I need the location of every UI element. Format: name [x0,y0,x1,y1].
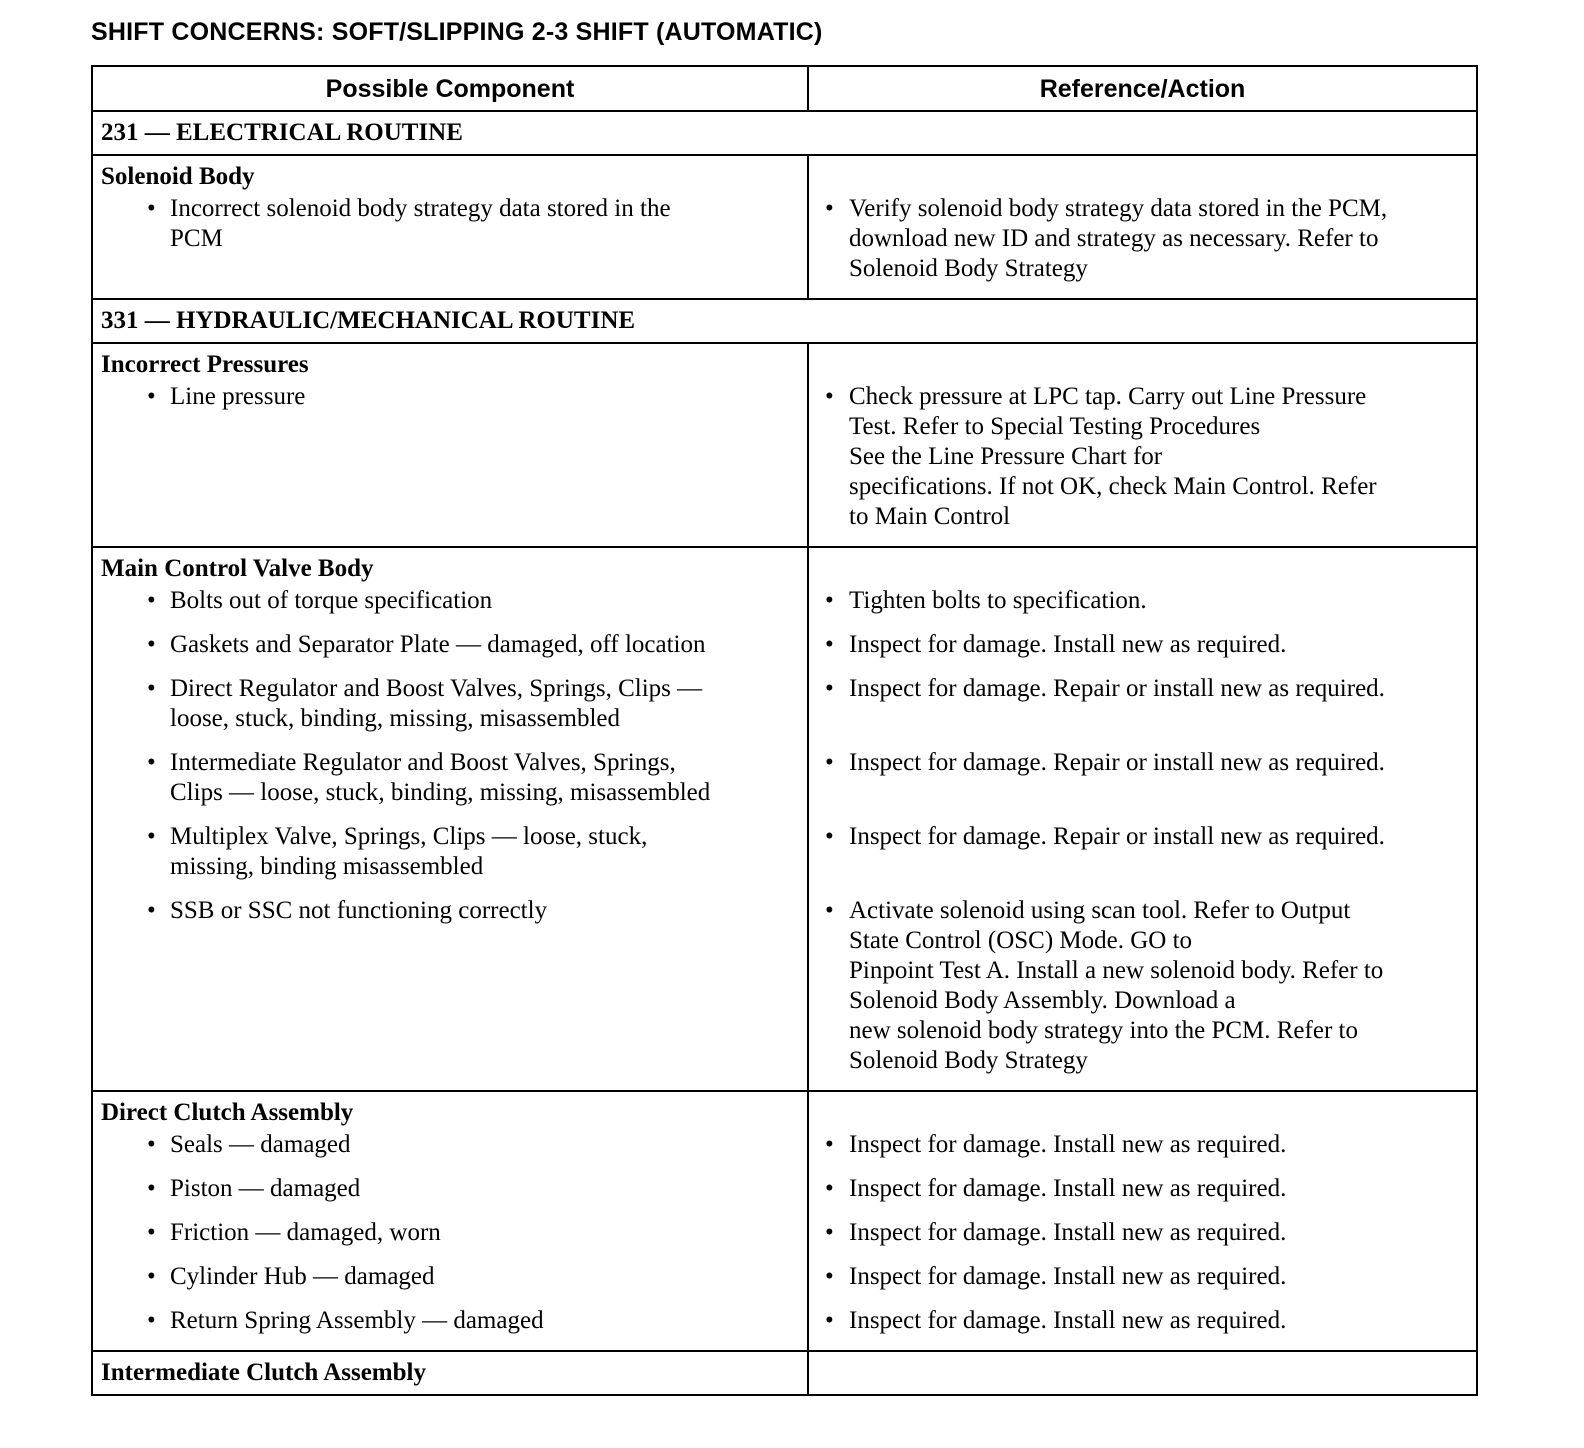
action-text [849,896,1470,1076]
bullet: • [825,675,834,702]
list-item [809,382,1476,532]
text-line: Intermediate Regulator and Boost Valves, Springs, [170,749,676,776]
bullet: • [147,195,156,222]
list-item [93,674,807,734]
text-line: to Main Control [849,503,1011,530]
text-line: Inspect for damage. Install new as required. [849,1131,1287,1158]
text-line: download new ID and strategy as necessary. Refer to [849,225,1379,252]
bullet: • [825,823,834,850]
text-line: Piston — damaged [170,1175,361,1202]
group-title: Intermediate Clutch Assembly [101,1359,426,1386]
page-title: SHIFT CONCERNS: SOFT/SLIPPING 2-3 SHIFT (AUTOMATIC) [91,18,823,46]
bullet: • [147,1307,156,1334]
group-row [92,1351,1477,1395]
text-line: missing, binding misassembled [170,853,484,880]
component-text [170,674,801,734]
bullet: • [147,823,156,850]
bullet: • [147,631,156,658]
list-item [93,748,807,808]
table-header-row [92,66,1477,111]
text-line: Incorrect solenoid body strategy data stored in the [170,195,671,222]
text-line: Inspect for damage. Install new as required. [849,631,1287,658]
list-item [93,1262,807,1292]
bullet: • [147,1131,156,1158]
list-item [809,1130,1476,1160]
action-text [849,1306,1470,1336]
text-line: Clips — loose, stuck, binding, missing, misassembled [170,779,711,806]
section-title: 331 — HYDRAULIC/MECHANICAL ROUTINE [92,299,1477,343]
action-cell [808,1351,1477,1395]
group-title: Direct Clutch Assembly [101,1099,354,1126]
component-text [170,586,801,616]
bullet: • [825,587,834,614]
action-text [849,748,1470,778]
list-item [93,194,807,284]
group-row [92,1091,1477,1351]
action-cell [808,343,1477,547]
section-row [92,111,1477,155]
bullet: • [825,1263,834,1290]
component-text [170,1306,801,1336]
component-text [170,896,801,926]
text-line: Test. Refer to Special Testing Procedures [849,413,1261,440]
text-line: Inspect for damage. Repair or install new as required. [849,749,1385,776]
text-line: Verify solenoid body strategy data stored in the PCM, [849,195,1388,222]
action-text [849,1218,1470,1248]
list-item [809,674,1476,734]
bullet: • [825,1219,834,1246]
action-cell [808,1091,1477,1351]
list-item [93,1130,807,1160]
text-line: State Control (OSC) Mode. GO to [849,927,1193,954]
text-line: Gaskets and Separator Plate — damaged, off location [170,631,706,658]
list-item [809,1174,1476,1204]
text-line: Return Spring Assembly — damaged [170,1307,544,1334]
list-item [809,1262,1476,1292]
text-line: Cylinder Hub — damaged [170,1263,435,1290]
list-item [809,1306,1476,1336]
text-line: Inspect for damage. Install new as required. [849,1175,1287,1202]
group-row [92,343,1477,547]
list-item [93,822,807,882]
text-line: Tighten bolts to specification. [849,587,1147,614]
list-item [93,1174,807,1204]
text-line: Solenoid Body Assembly. Download a [849,987,1236,1014]
action-text [849,630,1470,660]
component-cell [92,155,808,299]
bullet: • [825,1175,834,1202]
list-item [809,630,1476,660]
section-title: 231 — ELECTRICAL ROUTINE [92,111,1477,155]
text-line: new solenoid body strategy into the PCM. Refer to [849,1017,1358,1044]
action-text [849,194,1470,284]
shift-concerns-table [91,65,1478,1396]
text-line: loose, stuck, binding, missing, misassembled [170,705,620,732]
bullet: • [147,897,156,924]
text-line: Line pressure [170,383,306,410]
text-line: Inspect for damage. Install new as required. [849,1219,1287,1246]
action-text [849,586,1470,616]
section-row [92,299,1477,343]
action-text [849,822,1470,852]
group-title-spacer [809,1092,1476,1130]
column-header-component: Possible Component [92,66,808,111]
text-line: See the Line Pressure Chart for [849,443,1163,470]
list-item [809,822,1476,882]
text-line: Solenoid Body Strategy [849,255,1088,282]
group-title-spacer [809,548,1476,586]
list-item [93,630,807,660]
text-line: Bolts out of torque specification [170,587,493,614]
text-line: Friction — damaged, worn [170,1219,441,1246]
list-item [93,896,807,1076]
component-text [170,1130,801,1160]
group-title: Solenoid Body [101,163,255,190]
text-line: Inspect for damage. Install new as required. [849,1307,1287,1334]
component-text [170,630,801,660]
text-line: Inspect for damage. Install new as required. [849,1263,1287,1290]
bullet: • [147,1263,156,1290]
list-item [93,1218,807,1248]
list-item [809,748,1476,808]
component-text [170,748,801,808]
action-cell [808,155,1477,299]
list-item [809,194,1476,284]
list-item [809,586,1476,616]
component-cell [92,343,808,547]
list-item [809,896,1476,1076]
text-line: PCM [170,225,223,252]
text-line: Multiplex Valve, Springs, Clips — loose, stuck, [170,823,648,850]
group-title: Incorrect Pressures [101,351,309,378]
bullet: • [825,195,834,222]
bullet: • [147,1219,156,1246]
text-line: Pinpoint Test A. Install a new solenoid body. Refer to [849,957,1384,984]
component-text [170,1174,801,1204]
text-line: Solenoid Body Strategy [849,1047,1088,1074]
text-line: Check pressure at LPC tap. Carry out Line Pressure [849,383,1367,410]
bullet: • [147,587,156,614]
list-item [809,1218,1476,1248]
action-text [849,1262,1470,1292]
table-body [92,111,1477,1395]
component-cell [92,1091,808,1351]
text-line: Direct Regulator and Boost Valves, Springs, Clips — [170,675,703,702]
bullet: • [825,897,834,924]
bullet: • [825,631,834,658]
list-item [93,586,807,616]
text-line: Inspect for damage. Repair or install new as required. [849,823,1385,850]
group-title: Main Control Valve Body [101,555,374,582]
bullet: • [147,1175,156,1202]
bullet: • [825,1307,834,1334]
bullet: • [825,383,834,410]
group-title-spacer [809,344,1476,382]
bullet: • [147,749,156,776]
action-text [849,1174,1470,1204]
group-row [92,547,1477,1091]
component-text [170,1262,801,1292]
action-cell [808,547,1477,1091]
component-text [170,194,801,254]
action-text [849,1130,1470,1160]
component-text [170,382,801,412]
component-text [170,1218,801,1248]
text-line: SSB or SSC not functioning correctly [170,897,548,924]
group-title-spacer [809,156,1476,194]
component-cell [92,547,808,1091]
component-cell [92,1351,808,1395]
text-line: Inspect for damage. Repair or install new as required. [849,675,1385,702]
action-text [849,674,1470,704]
group-row [92,155,1477,299]
list-item [93,382,807,532]
column-header-action: Reference/Action [808,66,1477,111]
bullet: • [147,675,156,702]
bullet: • [825,749,834,776]
component-text [170,822,801,882]
bullet: • [825,1131,834,1158]
list-item [93,1306,807,1336]
action-text [849,382,1470,532]
text-line: Seals — damaged [170,1131,351,1158]
bullet: • [147,383,156,410]
text-line: specifications. If not OK, check Main Control. Refer [849,473,1377,500]
text-line: Activate solenoid using scan tool. Refer to Output [849,897,1351,924]
